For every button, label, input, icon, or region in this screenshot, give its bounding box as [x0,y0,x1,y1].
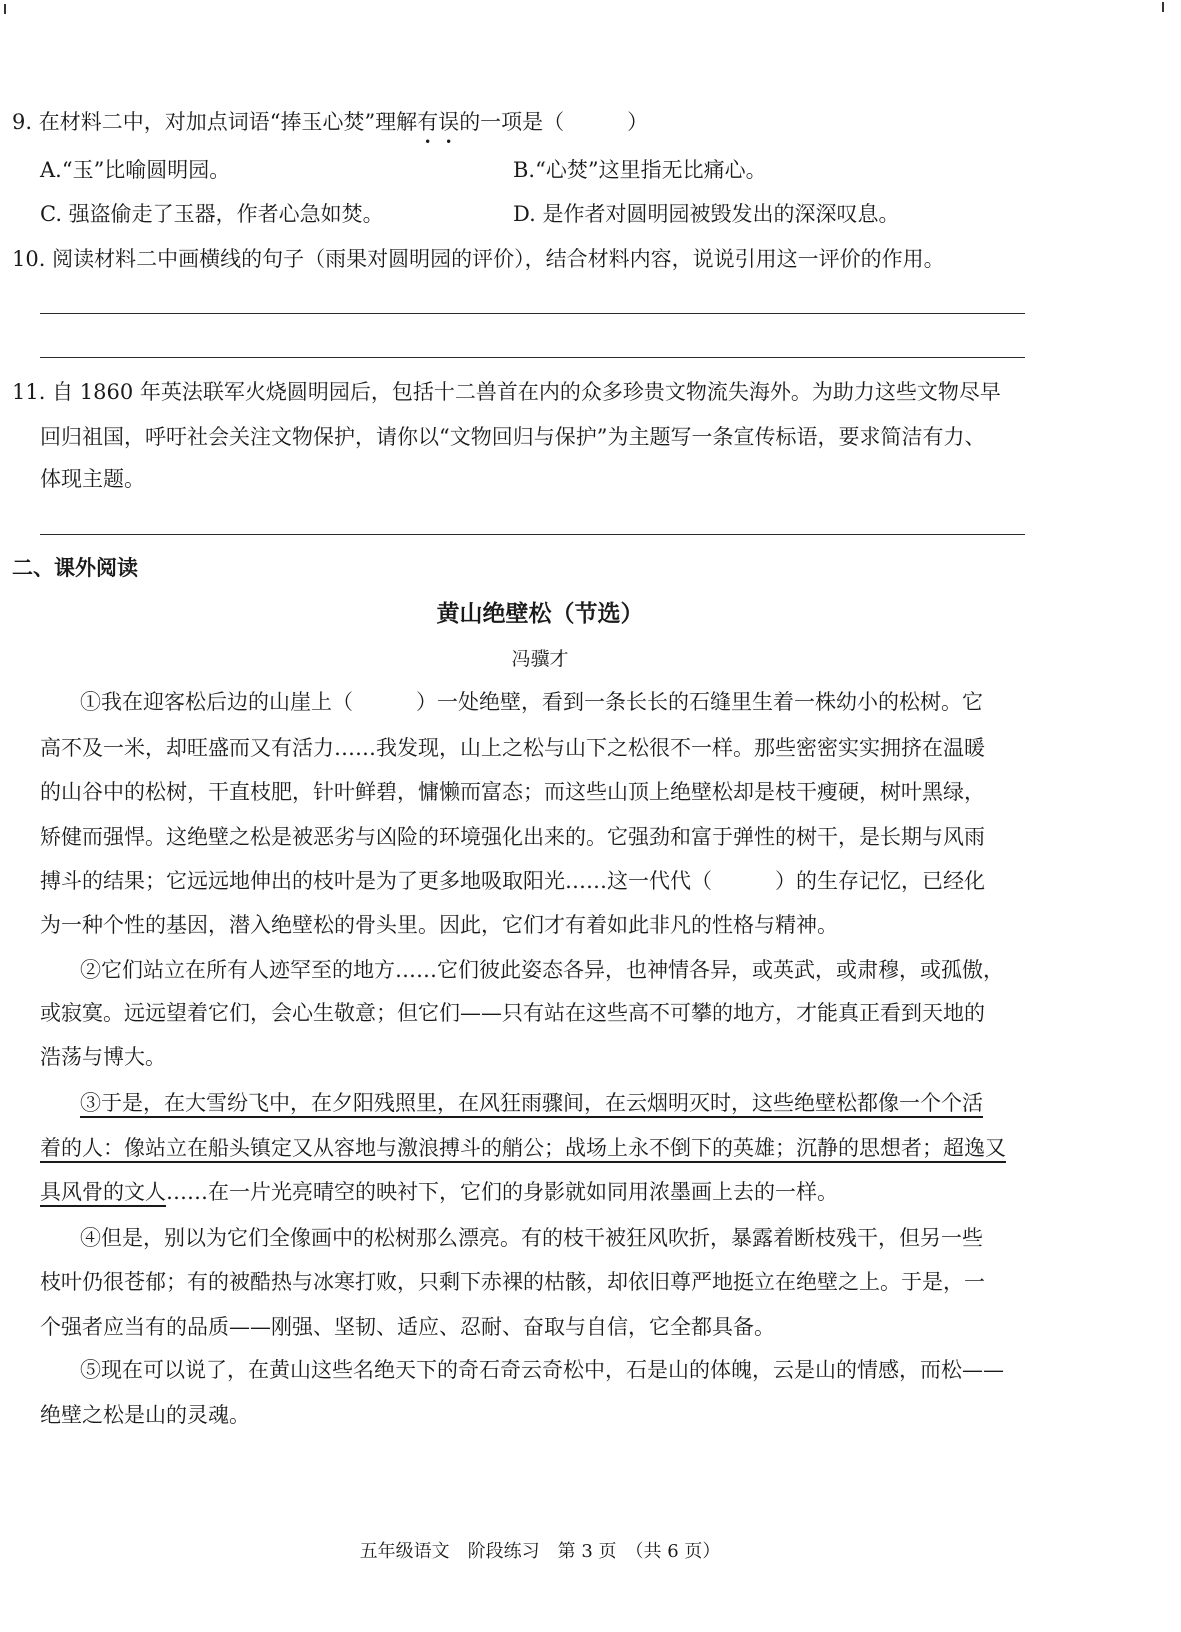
paragraph-2-line: 或寂寞。远远望着它们，会心生敬意；但它们——只有站在这些高不可攀的地方，才能真正看到天地的 [40,1001,985,1025]
question-9 [12,108,648,136]
question-11-line: 回归祖国，呼吁社会关注文物保护，请你以“文物回归与保护”为主题写一条宣传标语，要求简洁有力、 [40,425,986,449]
emphasis-dot-char: 有 [417,110,439,134]
page-footer: 五年级语文 阶段练习 第 3 页 （共 6 页） [359,1541,721,1562]
paragraph-1-line: 高不及一米，却旺盛而又有活力……我发现，山上之松与山下之松很不一样。那些密密实实拥挤在温暖 [40,736,985,760]
paragraph-2-line: ②它们站立在所有人迹罕至的地方……它们彼此姿态各异，也神情各异，或英武，或肃穆，或孤傲， [80,958,1004,982]
option-c: C. 强盗偷走了玉器，作者心急如焚。 [40,202,384,226]
paragraph-4-line: 枝叶仍很苍郁；有的被酷热与冰寒打败，只剩下赤裸的枯骸，却依旧尊严地挺立在绝壁之上。于是，一 [40,1270,985,1294]
option-b: B.“心焚”这里指无比痛心。 [513,158,767,182]
answer-line [40,534,1025,535]
question-11-line: 体现主题。 [40,467,145,491]
paragraph-1-line: 的山谷中的松树，干直枝肥，针叶鲜碧，慵懒而富态；而这些山顶上绝壁松却是枝干瘦硬，树叶黑绿， [40,780,985,804]
paragraph-4-line: 个强者应当有的品质——刚强、坚韧、适应、忍耐、奋取与自信，它全都具备。 [40,1315,775,1339]
question-10: 10. 阅读材料二中画横线的句子（雨果对圆明园的评价），结合材料内容，说说引用这一评价的作用。 [12,247,945,271]
article-author: 冯骥才 [511,648,569,670]
article-title: 黄山绝壁松（节选） [436,601,644,627]
paragraph-1-line: 矫健而强悍。这绝壁之松是被恶劣与凶险的环境强化出来的。它强劲和富于弹性的树干，是长期与风雨 [40,825,985,849]
underlined-phrase: 具风骨的文人 [40,1180,166,1204]
option-a: A.“玉”比喻圆明园。 [40,158,231,182]
answer-line [40,313,1025,314]
paragraph-3-rest: ……在一片光亮晴空的映衬下，它们的身影就如同用浓墨画上去的一样。 [166,1180,838,1204]
paragraph-5-line: 绝壁之松是山的灵魂。 [40,1403,250,1427]
paragraph-3-line: 着的人：像站立在船头镇定又从容地与激浪搏斗的艄公；战场上永不倒下的英雄；沉静的思想者；超逸又 [40,1136,1006,1160]
section-heading: 二、课外阅读 [12,556,138,580]
paragraph-3-line: ③于是，在大雪纷飞中，在夕阳残照里，在风狂雨骤间，在云烟明灭时，这些绝壁松都像一个个活 [80,1091,983,1115]
emphasis-dot-char: 误 [438,110,460,134]
paragraph-1-line: 为一种个性的基因，潜入绝壁松的骨头里。因此，它们才有着如此非凡的性格与精神。 [40,913,838,937]
paragraph-4-line: ④但是，别以为它们全像画中的松树那么漂亮。有的枝干被狂风吹折，暴露着断枝残干，但另一些 [80,1226,983,1250]
paragraph-2-line: 浩荡与博大。 [40,1045,166,1069]
question-9-tail: 的一项是（ ） [459,110,649,134]
paragraph-5-line: ⑤现在可以说了，在黄山这些名绝天下的奇石奇云奇松中，石是山的体魄，云是山的情感，而松—— [80,1358,1004,1382]
paragraph-3-line [40,1178,838,1206]
question-11-line: 11. 自 1860 年英法联军火烧圆明园后，包括十二兽首在内的众多珍贵文物流失海外。为助力这些文物尽早 [12,380,1001,404]
paragraph-1-line: 搏斗的结果；它远远地伸出的枝叶是为了更多地吸取阳光……这一代代（ ）的生存记忆，已经化 [40,869,985,893]
question-9-lead: 9. 在材料二中，对加点词语“捧玉心焚”理解 [12,110,418,134]
option-d: D. 是作者对圆明园被毁发出的深深叹息。 [513,202,900,226]
scan-mark-right [1162,2,1164,12]
paragraph-1-line: ①我在迎客松后边的山崖上（ ）一处绝壁，看到一条长长的石缝里生着一株幼小的松树。它 [80,690,983,714]
scan-mark-left [4,4,6,14]
answer-line [40,357,1025,358]
